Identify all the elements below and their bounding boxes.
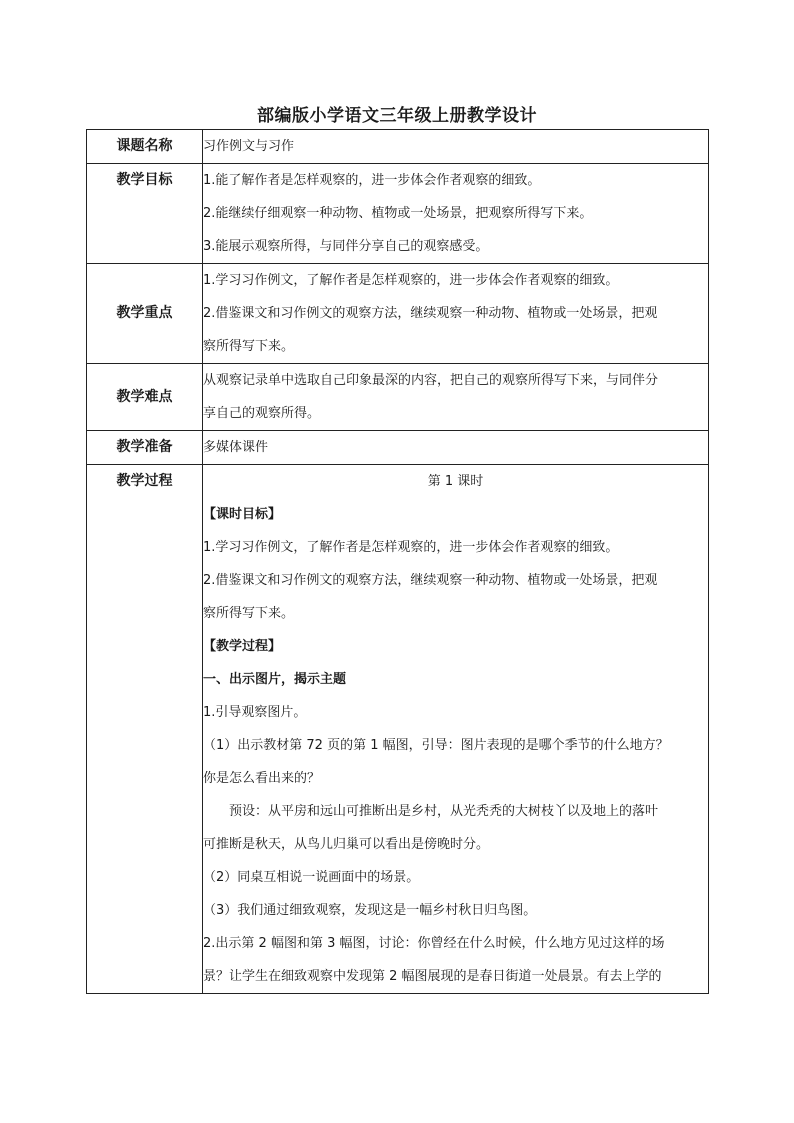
goal-item: 1.能了解作者是怎样观察的，进一步体会作者观察的细致。 xyxy=(203,173,541,188)
section-heading: 一、出示图片，揭示主题 xyxy=(203,672,347,687)
label-key-points: 教学重点 xyxy=(87,264,203,364)
value-topic: 习作例文与习作 xyxy=(203,130,709,164)
label-difficulties: 教学难点 xyxy=(87,364,203,431)
lesson-plan-table xyxy=(86,129,709,994)
row-difficulties xyxy=(87,364,709,431)
row-key-points xyxy=(87,264,709,364)
value-preparation: 多媒体课件 xyxy=(203,431,709,465)
goal-item: 3.能展示观察所得，与同伴分享自己的观察感受。 xyxy=(203,239,489,254)
process-heading: 【教学过程】 xyxy=(203,639,282,654)
document-title: 部编版小学语文三年级上册教学设计 xyxy=(257,106,537,126)
row-preparation xyxy=(87,431,709,465)
row-goals xyxy=(87,164,709,264)
row-topic xyxy=(87,130,709,164)
lesson-goal-heading: 【课时目标】 xyxy=(203,507,282,522)
lesson-number: 第 1 课时 xyxy=(427,474,484,489)
value-process: 第 1 课时 【课时目标】 1.学习习作例文，了解作者是怎样观察的，进一步体会作者观察的细致。 2.借鉴课文和习作例文的观察方法，继续观察一种动物、植物或一处场景，把观 察所得写下来。 【教学过程】 一、出示图片，揭示主题 1.引导观察图片。 （1）出示教材第 72 页的第 1 幅图，引导：图片表现的是哪个季节的什么地方？ 你是怎么看出来的？ 预设：从平房和远山可推断出是乡村，从光秃秃的大树枝丫以及地上的落叶 可推断是秋天，从鸟儿归巢可以看出是傍晚时分。 （2）同桌互相说一说画面中的场景。 （3）我们通过细致观察，发现这是一幅乡村秋日归鸟图。 2.出示第 2 幅图和第 3 幅图，讨论：你曾经在什么时候，什么地方见过这样的场 景？让学生在细致观察中发现第 2 幅图展现的是春日街道一处晨景。有去上学的 xyxy=(203,465,709,994)
value-key-points: 1.学习习作例文，了解作者是怎样观察的，进一步体会作者观察的细致。 2.借鉴课文和习作例文的观察方法，继续观察一种动物、植物或一处场景，把观 察所得写下来。 xyxy=(203,264,709,364)
value-goals xyxy=(203,164,709,264)
value-difficulties: 从观察记录单中选取自己印象最深的内容，把自己的观察所得写下来，与同伴分 享自己的观察所得。 xyxy=(203,364,709,431)
row-process xyxy=(87,465,709,994)
label-preparation: 教学准备 xyxy=(87,431,203,465)
goal-item: 2.能继续仔细观察一种动物、植物或一处场景，把观察所得写下来。 xyxy=(203,206,593,221)
label-topic: 课题名称 xyxy=(87,130,203,164)
label-process: 教学过程 xyxy=(87,465,203,994)
label-goals: 教学目标 xyxy=(87,164,203,264)
